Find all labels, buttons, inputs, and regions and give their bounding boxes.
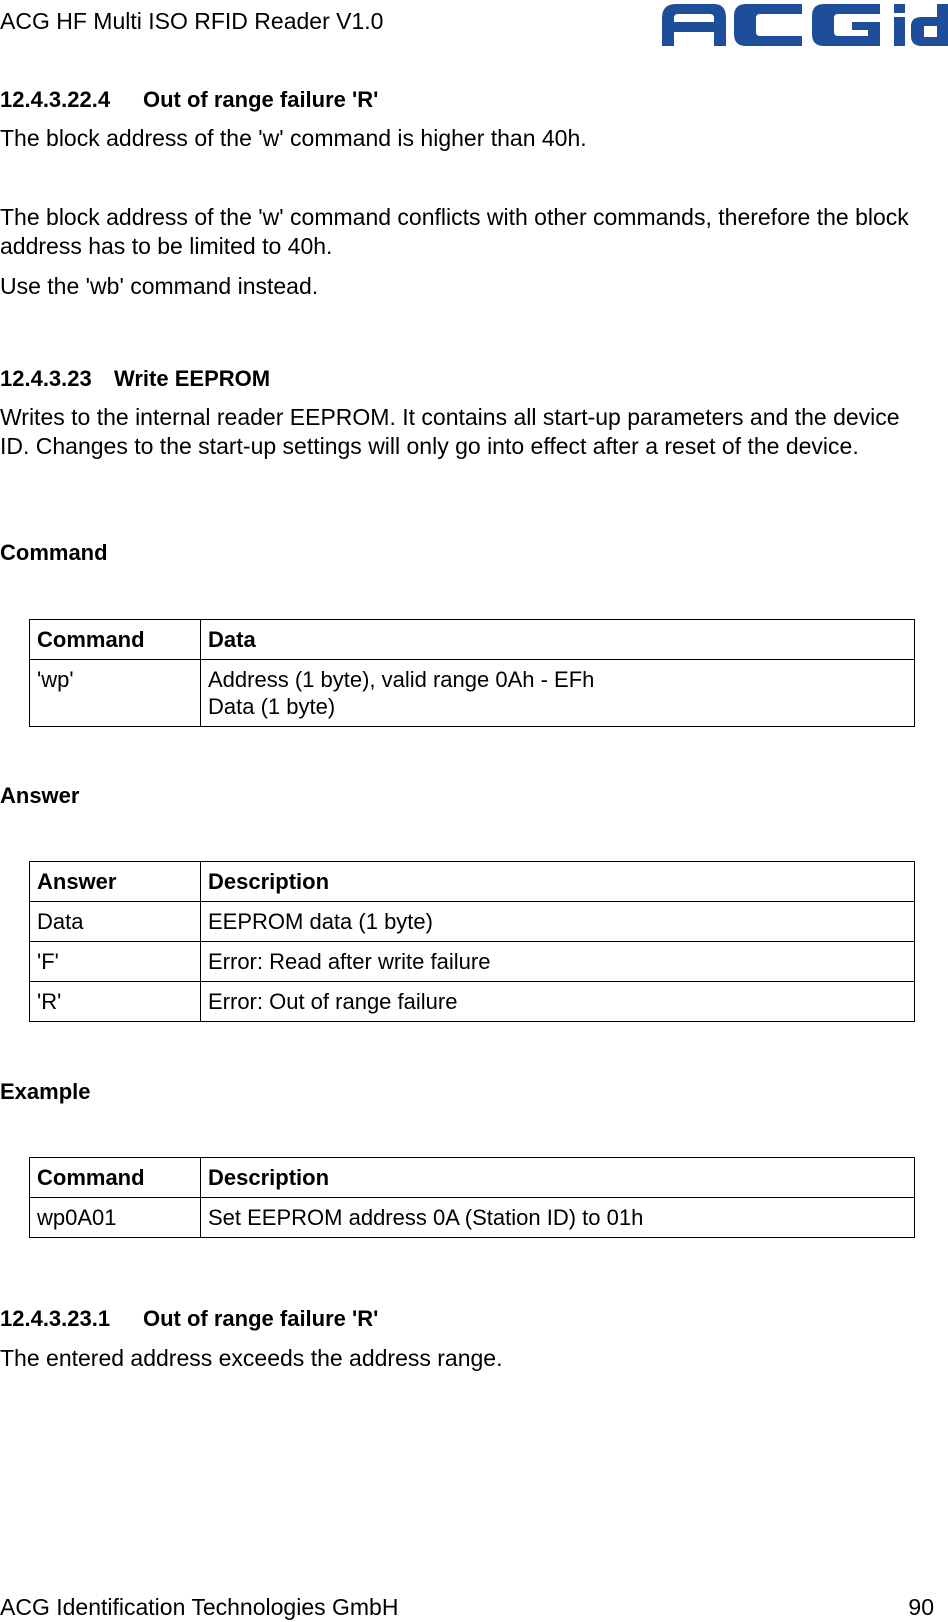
section-number: 12.4.3.23 [0,366,92,391]
table-header-cell: Answer [30,862,201,902]
paragraph: Use the 'wb' command instead. [0,273,319,299]
table-cell: Data [30,902,201,942]
footer-company: ACG Identification Technologies GmbH [0,1594,399,1620]
section-number: 12.4.3.22.4 [0,87,111,112]
paragraph: The block address of the 'w' command conflicts with other commands, therefore the block address has to be limited to 40h. [0,204,909,259]
section-title: Out of range failure 'R' [143,87,379,112]
table-header-cell: Command [30,620,201,660]
table-cell: 'F' [30,942,201,982]
section-heading [0,87,378,113]
table-cell: EEPROM data (1 byte) [201,902,915,942]
table-row [30,660,915,727]
table-cell: wp0A01 [30,1198,201,1238]
page-number: 90 [908,1594,934,1620]
section-number: 12.4.3.23.1 [0,1306,111,1331]
example-label: Example [0,1079,91,1104]
table-cell-line: Address (1 byte), valid range 0Ah - EFh [208,667,595,692]
table-cell [201,660,915,727]
header-title: ACG HF Multi ISO RFID Reader V1.0 [0,8,384,34]
section-title: Write EEPROM [114,366,271,391]
command-label: Command [0,540,108,565]
paragraph: The block address of the 'w' command is higher than 40h. [0,125,587,151]
table-cell: Error: Read after write failure [201,942,915,982]
table-cell-line: Data (1 byte) [208,694,336,719]
table-row [30,982,915,1022]
example-table [29,1157,915,1238]
table-cell: Set EEPROM address 0A (Station ID) to 01h [201,1198,915,1238]
table-cell: 'wp' [30,660,201,727]
paragraph: The entered address exceeds the address range. [0,1345,503,1371]
table-row [30,902,915,942]
table-cell: 'R' [30,982,201,1022]
table-header-row [30,620,915,660]
table-row [30,942,915,982]
paragraph: Writes to the internal reader EEPROM. It contains all start-up parameters and the device ID. Changes to the start-up settings will only go into effect after a reset of the device. [0,404,900,459]
answer-table [29,861,915,1022]
section-heading [0,1306,378,1332]
table-header-row [30,1158,915,1198]
table-header-row [30,862,915,902]
table-header-cell: Description [201,862,915,902]
table-header-cell: Description [201,1158,915,1198]
answer-label: Answer [0,783,80,808]
command-table [29,619,915,727]
table-header-cell: Data [201,620,915,660]
section-title: Out of range failure 'R' [143,1306,379,1331]
table-row [30,1198,915,1238]
acg-id-logo [662,0,948,56]
table-header-cell: Command [30,1158,201,1198]
table-cell: Error: Out of range failure [201,982,915,1022]
section-heading [0,366,270,392]
